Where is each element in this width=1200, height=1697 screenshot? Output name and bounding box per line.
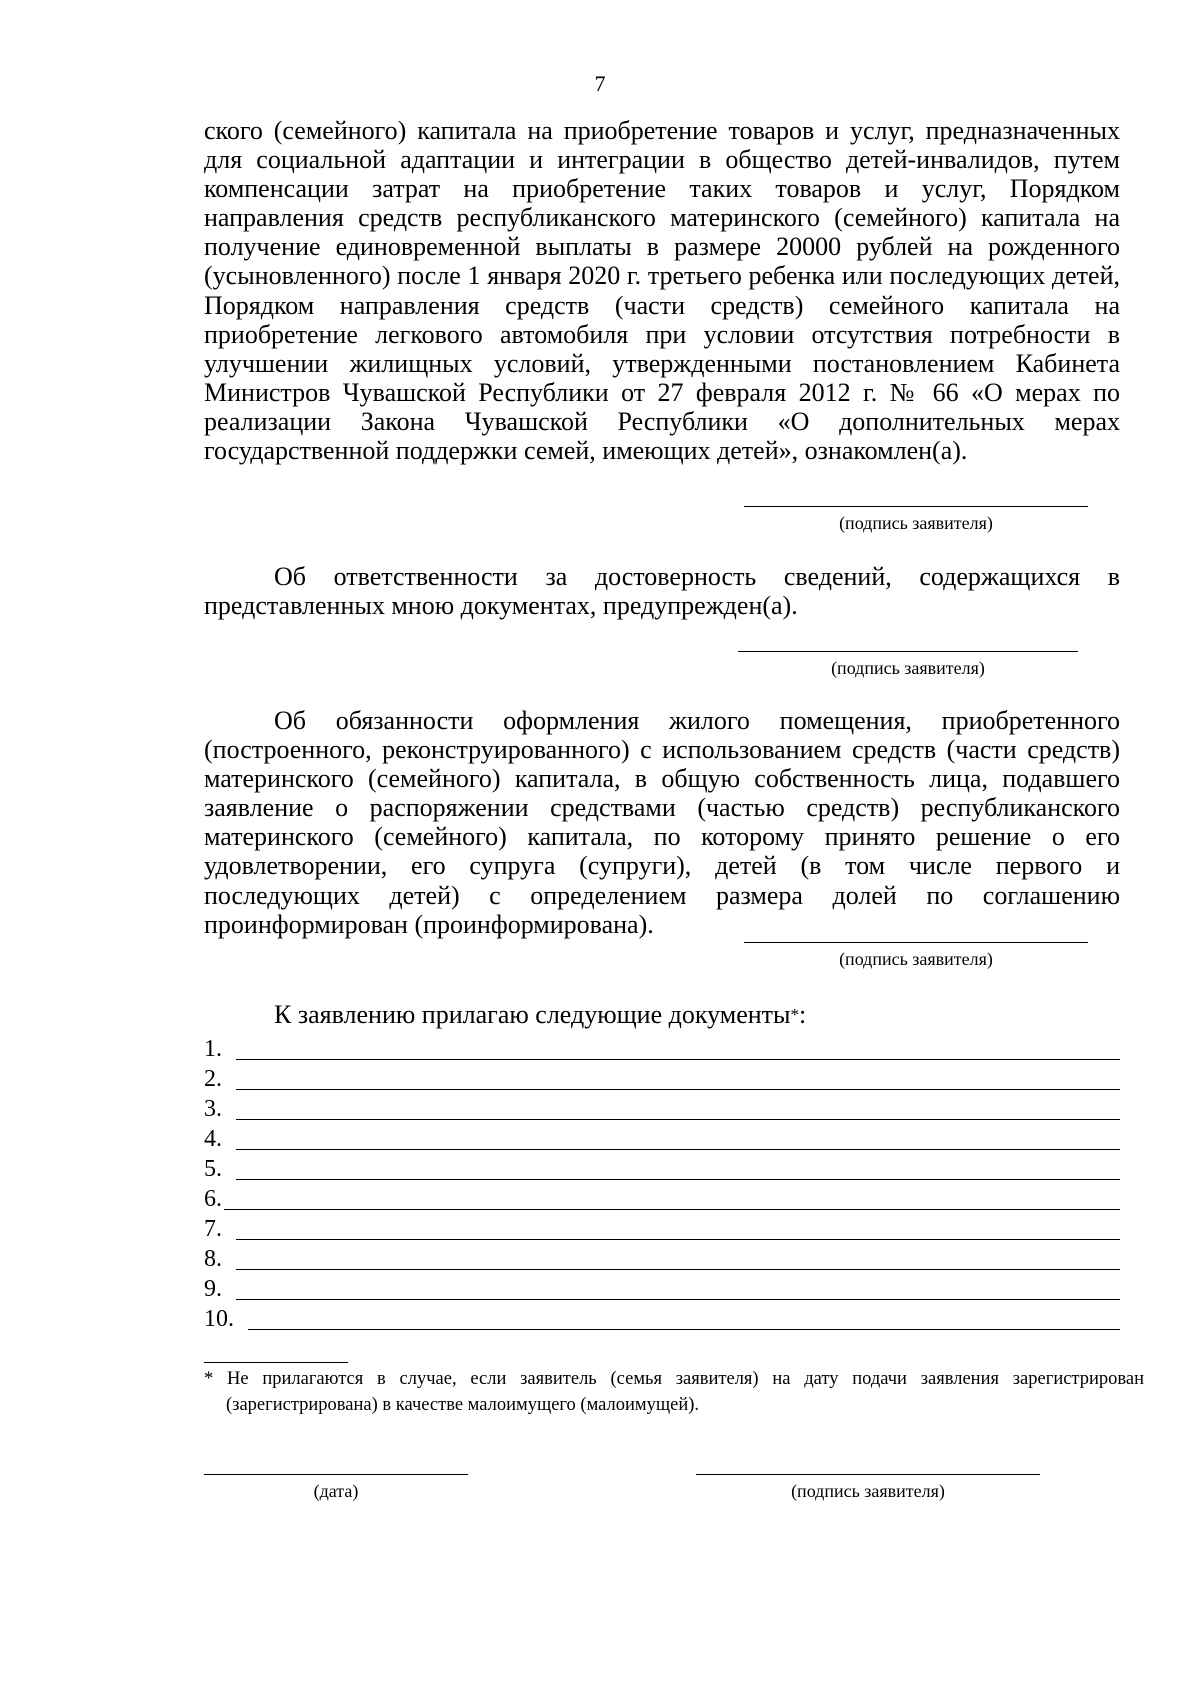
document-blank-line <box>236 1179 1120 1180</box>
responsibility-paragraph: Об ответственности за достоверность сведений, содержащихся в представленных мною документах, предупрежден(а). <box>204 562 1120 621</box>
signature-line <box>744 942 1088 943</box>
document-item <box>204 1212 1120 1242</box>
document-item <box>204 1032 1120 1062</box>
document-blank-line <box>248 1329 1120 1330</box>
signature-caption: (подпись заявителя) <box>839 513 993 533</box>
signature-caption: (подпись заявителя) <box>839 949 993 969</box>
document-item <box>204 1122 1120 1152</box>
document-item <box>204 1062 1120 1092</box>
date-line <box>204 1474 468 1475</box>
document-number: 6. <box>204 1186 222 1212</box>
document-number: 1. <box>204 1036 222 1062</box>
document-blank-line <box>236 1149 1120 1150</box>
document-blank-line <box>224 1209 1120 1210</box>
signature-caption: (подпись заявителя) <box>831 658 985 678</box>
signature-line <box>738 651 1078 652</box>
date-caption: (дата) <box>313 1481 359 1501</box>
document-blank-line <box>236 1299 1120 1300</box>
document-item <box>204 1242 1120 1272</box>
footnote: * Не прилагаются в случае, если заявитель (семья заявителя) на дату подачи заявления зарегистрирован (зарегистрирована) в качестве малоимущего (малоимущей). <box>204 1369 1144 1415</box>
date-block <box>204 1474 468 1502</box>
signature-caption: (подпись заявителя) <box>791 1481 945 1501</box>
signature-block-4 <box>696 1474 1040 1502</box>
signature-line <box>744 506 1088 507</box>
footnote-marker: * <box>790 1005 800 1024</box>
document-item <box>204 1152 1120 1182</box>
document-number: 10. <box>204 1306 234 1332</box>
documents-list <box>204 1032 1120 1332</box>
document-blank-line <box>236 1269 1120 1270</box>
document-number: 2. <box>204 1066 222 1092</box>
signature-line <box>696 1474 1040 1475</box>
signature-block-2 <box>738 651 1078 679</box>
document-number: 9. <box>204 1276 222 1302</box>
documents-heading-colon: : <box>799 1000 807 1029</box>
document-blank-line <box>236 1089 1120 1090</box>
intro-paragraph: ского (семейного) капитала на приобретение товаров и услуг, предназначенных для социальной адаптации и интеграции в общество детей-инвалидов, путем компенсации затрат на приобретение таких товаров и услуг, Порядком направления средств республиканского материнского (семейного) капитала на получение единовременной выплаты в размере 20000 рублей на рожденного (усыновленного) после 1 января 2020 г. третьего ребенка или последующих детей, Порядком направления средств (части средств) семейного капитала на приобретение легкового автомобиля при условии отсутствия потребности в улучшении жилищных условий, утвержденными постановлением Кабинета Министров Чувашской Республики от 27 февраля 2012 г. № 66 «О мерах по реализации Закона Чувашской Республики «О дополнительных мерах государственной поддержки семей, имеющих детей», ознакомлен(а). <box>204 116 1120 466</box>
document-number: 3. <box>204 1096 222 1122</box>
document-blank-line <box>236 1239 1120 1240</box>
document-item <box>204 1182 1120 1212</box>
document-item <box>204 1302 1120 1332</box>
footnote-separator <box>204 1362 348 1363</box>
page-number: 7 <box>594 71 606 96</box>
document-number: 5. <box>204 1156 222 1182</box>
document-number: 8. <box>204 1246 222 1272</box>
document-blank-line <box>236 1119 1120 1120</box>
document-number: 4. <box>204 1126 222 1152</box>
signature-block-1 <box>744 506 1088 534</box>
document-number: 7. <box>204 1216 222 1242</box>
documents-heading-text: К заявлению прилагаю следующие документы <box>274 1000 791 1029</box>
document-blank-line <box>236 1059 1120 1060</box>
obligation-paragraph: Об обязанности оформления жилого помещения, приобретенного (построенного, реконструированного) с использованием средств (части средств) материнского (семейного) капитала, в общую собственность лица, подавшего заявление о распоряжении средствами (частью средств) республиканского материнского (семейного) капитала, по которому принято решение о его удовлетворении, его супруга (супруги), детей (в том числе первого и последующих детей) с определением размера долей по соглашению проинформирован (проинформирована). <box>204 706 1120 939</box>
signature-block-3 <box>744 942 1088 970</box>
document-item <box>204 1092 1120 1122</box>
document-item <box>204 1272 1120 1302</box>
documents-heading <box>274 1000 806 1029</box>
